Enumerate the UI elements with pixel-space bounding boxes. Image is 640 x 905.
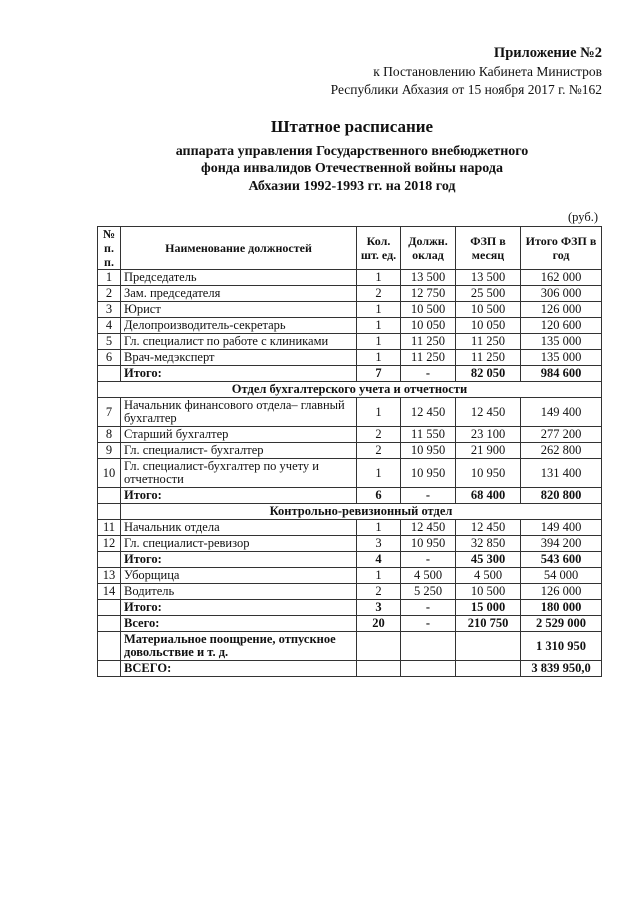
cell-annual-fund: 262 800 bbox=[521, 443, 602, 459]
cell-annual-fund: 1 310 950 bbox=[521, 632, 602, 661]
cell-count: 1 bbox=[357, 520, 401, 536]
cell-monthly-fund: 10 950 bbox=[456, 459, 521, 488]
cell-monthly-fund: 45 300 bbox=[456, 552, 521, 568]
cell-monthly-fund: 4 500 bbox=[456, 568, 521, 584]
cell-salary: 10 500 bbox=[401, 302, 456, 318]
cell-salary: 10 050 bbox=[401, 318, 456, 334]
cell-number bbox=[98, 600, 121, 616]
cell-number bbox=[98, 632, 121, 661]
cell-annual-fund: 3 839 950,0 bbox=[521, 661, 602, 677]
cell-position: Всего: bbox=[121, 616, 357, 632]
cell-count: 1 bbox=[357, 270, 401, 286]
cell-position: Итого: bbox=[121, 600, 357, 616]
cell-count: 1 bbox=[357, 568, 401, 584]
cell-salary: 12 450 bbox=[401, 398, 456, 427]
cell-count: 2 bbox=[357, 286, 401, 302]
cell-number bbox=[98, 661, 121, 677]
cell-annual-fund: 306 000 bbox=[521, 286, 602, 302]
cell-monthly-fund: 15 000 bbox=[456, 600, 521, 616]
cell-monthly-fund: 12 450 bbox=[456, 398, 521, 427]
cell-monthly-fund: 12 450 bbox=[456, 520, 521, 536]
cell-position: Врач-медэксперт bbox=[121, 350, 357, 366]
total-row bbox=[98, 616, 602, 632]
cell-position: Гл. специалист по работе с клиниками bbox=[121, 334, 357, 350]
total-row bbox=[98, 488, 602, 504]
cell-count: 1 bbox=[357, 459, 401, 488]
cell-number: 2 bbox=[98, 286, 121, 302]
total-row bbox=[98, 632, 602, 661]
cell-number: 13 bbox=[98, 568, 121, 584]
cell-salary: 13 500 bbox=[401, 270, 456, 286]
cell-number: 8 bbox=[98, 427, 121, 443]
cell-annual-fund: 162 000 bbox=[521, 270, 602, 286]
col-header-salary: Должн. оклад bbox=[401, 227, 456, 270]
cell-monthly-fund: 82 050 bbox=[456, 366, 521, 382]
cell-position: Начальник отдела bbox=[121, 520, 357, 536]
cell-annual-fund: 984 600 bbox=[521, 366, 602, 382]
cell-position: ВСЕГО: bbox=[121, 661, 357, 677]
cell-count: 3 bbox=[357, 600, 401, 616]
cell-salary: 12 450 bbox=[401, 520, 456, 536]
cell-number: 12 bbox=[98, 536, 121, 552]
currency-unit: (руб.) bbox=[568, 210, 598, 224]
cell-monthly-fund: 10 050 bbox=[456, 318, 521, 334]
section-header-row bbox=[98, 504, 602, 520]
cell-annual-fund: 149 400 bbox=[521, 398, 602, 427]
cell-annual-fund: 820 800 bbox=[521, 488, 602, 504]
cell-salary: 12 750 bbox=[401, 286, 456, 302]
section-title: Отдел бухгалтерского учета и отчетности bbox=[98, 382, 602, 398]
cell-salary: 10 950 bbox=[401, 443, 456, 459]
table-row bbox=[98, 286, 602, 302]
subtitle-line-3: Абхазии 1992-1993 гг. на 2018 год bbox=[248, 179, 456, 194]
cell-annual-fund: 135 000 bbox=[521, 350, 602, 366]
appendix-label: Приложение №2 bbox=[493, 45, 602, 61]
cell-position: Уборщица bbox=[121, 568, 357, 584]
cell-number: 3 bbox=[98, 302, 121, 318]
staff-table bbox=[97, 226, 602, 677]
cell-monthly-fund: 10 500 bbox=[456, 302, 521, 318]
cell-monthly-fund: 11 250 bbox=[456, 334, 521, 350]
total-row bbox=[98, 600, 602, 616]
cell-annual-fund: 135 000 bbox=[521, 334, 602, 350]
cell-position: Юрист bbox=[121, 302, 357, 318]
cell-salary: 4 500 bbox=[401, 568, 456, 584]
cell-position: Материальное поощрение, отпускное довольствие и т. д. bbox=[121, 632, 357, 661]
cell-annual-fund: 54 000 bbox=[521, 568, 602, 584]
cell-number bbox=[98, 488, 121, 504]
cell-position: Итого: bbox=[121, 366, 357, 382]
cell-monthly-fund: 32 850 bbox=[456, 536, 521, 552]
total-row bbox=[98, 366, 602, 382]
cell-count: 1 bbox=[357, 318, 401, 334]
table-header-row bbox=[98, 227, 602, 270]
table-row bbox=[98, 318, 602, 334]
table-row bbox=[98, 459, 602, 488]
cell-position: Итого: bbox=[121, 488, 357, 504]
cell-number: 4 bbox=[98, 318, 121, 334]
table-row bbox=[98, 568, 602, 584]
cell-number: 14 bbox=[98, 584, 121, 600]
cell-annual-fund: 543 600 bbox=[521, 552, 602, 568]
cell-salary bbox=[401, 632, 456, 661]
cell-salary: 11 550 bbox=[401, 427, 456, 443]
col-header-position: Наименование должностей bbox=[121, 227, 357, 270]
cell-monthly-fund bbox=[456, 632, 521, 661]
cell-count: 2 bbox=[357, 443, 401, 459]
cell-number: 9 bbox=[98, 443, 121, 459]
cell-position: Старший бухгалтер bbox=[121, 427, 357, 443]
cell-position: Делопроизводитель-секретарь bbox=[121, 318, 357, 334]
col-header-annual-fund: Итого ФЗП в год bbox=[521, 227, 602, 270]
table-row bbox=[98, 536, 602, 552]
cell-count: 3 bbox=[357, 536, 401, 552]
cell-count: 2 bbox=[357, 584, 401, 600]
cell-salary bbox=[401, 661, 456, 677]
cell-number bbox=[98, 552, 121, 568]
table-row bbox=[98, 398, 602, 427]
cell-count: 1 bbox=[357, 398, 401, 427]
cell-annual-fund: 126 000 bbox=[521, 584, 602, 600]
decree-line-2: Республики Абхазия от 15 ноября 2017 г. №162 bbox=[330, 82, 602, 97]
table-row bbox=[98, 302, 602, 318]
cell-salary: - bbox=[401, 600, 456, 616]
cell-count: 6 bbox=[357, 488, 401, 504]
cell-number bbox=[98, 366, 121, 382]
section-header-row bbox=[98, 382, 602, 398]
cell-position: Зам. председателя bbox=[121, 286, 357, 302]
cell-salary: 10 950 bbox=[401, 536, 456, 552]
cell-position: Водитель bbox=[121, 584, 357, 600]
cell-count: 1 bbox=[357, 334, 401, 350]
cell-count: 1 bbox=[357, 302, 401, 318]
cell-monthly-fund bbox=[456, 661, 521, 677]
document-title: Штатное расписание bbox=[270, 117, 434, 136]
cell-position: Итого: bbox=[121, 552, 357, 568]
col-header-number: № п. п. bbox=[98, 227, 121, 270]
cell-salary: - bbox=[401, 616, 456, 632]
table-row bbox=[98, 520, 602, 536]
cell-salary: 11 250 bbox=[401, 350, 456, 366]
table-row bbox=[98, 427, 602, 443]
cell-monthly-fund: 21 900 bbox=[456, 443, 521, 459]
cell-monthly-fund: 13 500 bbox=[456, 270, 521, 286]
cell-annual-fund: 120 600 bbox=[521, 318, 602, 334]
cell-position: Начальник финансового отдела– главный бухгалтер bbox=[121, 398, 357, 427]
cell-salary: - bbox=[401, 488, 456, 504]
cell-salary: 5 250 bbox=[401, 584, 456, 600]
cell-number bbox=[98, 616, 121, 632]
table-row bbox=[98, 270, 602, 286]
cell-monthly-fund: 68 400 bbox=[456, 488, 521, 504]
section-title: Контрольно-ревизионный отдел bbox=[121, 504, 602, 520]
cell-empty bbox=[98, 504, 121, 520]
cell-monthly-fund: 23 100 bbox=[456, 427, 521, 443]
subtitle-line-2: фонда инвалидов Отечественной войны народа bbox=[201, 161, 503, 176]
cell-salary: - bbox=[401, 366, 456, 382]
cell-salary: - bbox=[401, 552, 456, 568]
cell-count: 2 bbox=[357, 427, 401, 443]
cell-position: Председатель bbox=[121, 270, 357, 286]
total-row bbox=[98, 552, 602, 568]
cell-number: 11 bbox=[98, 520, 121, 536]
cell-number: 6 bbox=[98, 350, 121, 366]
cell-annual-fund: 2 529 000 bbox=[521, 616, 602, 632]
cell-number: 1 bbox=[98, 270, 121, 286]
cell-position: Гл. специалист-ревизор bbox=[121, 536, 357, 552]
cell-annual-fund: 126 000 bbox=[521, 302, 602, 318]
table-row bbox=[98, 334, 602, 350]
table-row bbox=[98, 443, 602, 459]
subtitle-line-1: аппарата управления Государственного внебюджетного bbox=[175, 144, 529, 159]
col-header-monthly-fund: ФЗП в месяц bbox=[456, 227, 521, 270]
cell-annual-fund: 131 400 bbox=[521, 459, 602, 488]
cell-monthly-fund: 210 750 bbox=[456, 616, 521, 632]
table-row bbox=[98, 350, 602, 366]
cell-count: 1 bbox=[357, 350, 401, 366]
total-row bbox=[98, 661, 602, 677]
cell-annual-fund: 149 400 bbox=[521, 520, 602, 536]
cell-monthly-fund: 10 500 bbox=[456, 584, 521, 600]
cell-count bbox=[357, 661, 401, 677]
table-row bbox=[98, 584, 602, 600]
cell-number: 5 bbox=[98, 334, 121, 350]
cell-count: 4 bbox=[357, 552, 401, 568]
cell-position: Гл. специалист-бухгалтер по учету и отчетности bbox=[121, 459, 357, 488]
cell-count: 20 bbox=[357, 616, 401, 632]
cell-salary: 10 950 bbox=[401, 459, 456, 488]
cell-number: 10 bbox=[98, 459, 121, 488]
cell-position: Гл. специалист- бухгалтер bbox=[121, 443, 357, 459]
cell-annual-fund: 180 000 bbox=[521, 600, 602, 616]
col-header-count: Кол. шт. ед. bbox=[357, 227, 401, 270]
cell-monthly-fund: 25 500 bbox=[456, 286, 521, 302]
cell-count: 7 bbox=[357, 366, 401, 382]
cell-number: 7 bbox=[98, 398, 121, 427]
cell-salary: 11 250 bbox=[401, 334, 456, 350]
decree-line-1: к Постановлению Кабинета Министров bbox=[373, 64, 602, 79]
cell-annual-fund: 277 200 bbox=[521, 427, 602, 443]
cell-annual-fund: 394 200 bbox=[521, 536, 602, 552]
cell-monthly-fund: 11 250 bbox=[456, 350, 521, 366]
cell-count bbox=[357, 632, 401, 661]
